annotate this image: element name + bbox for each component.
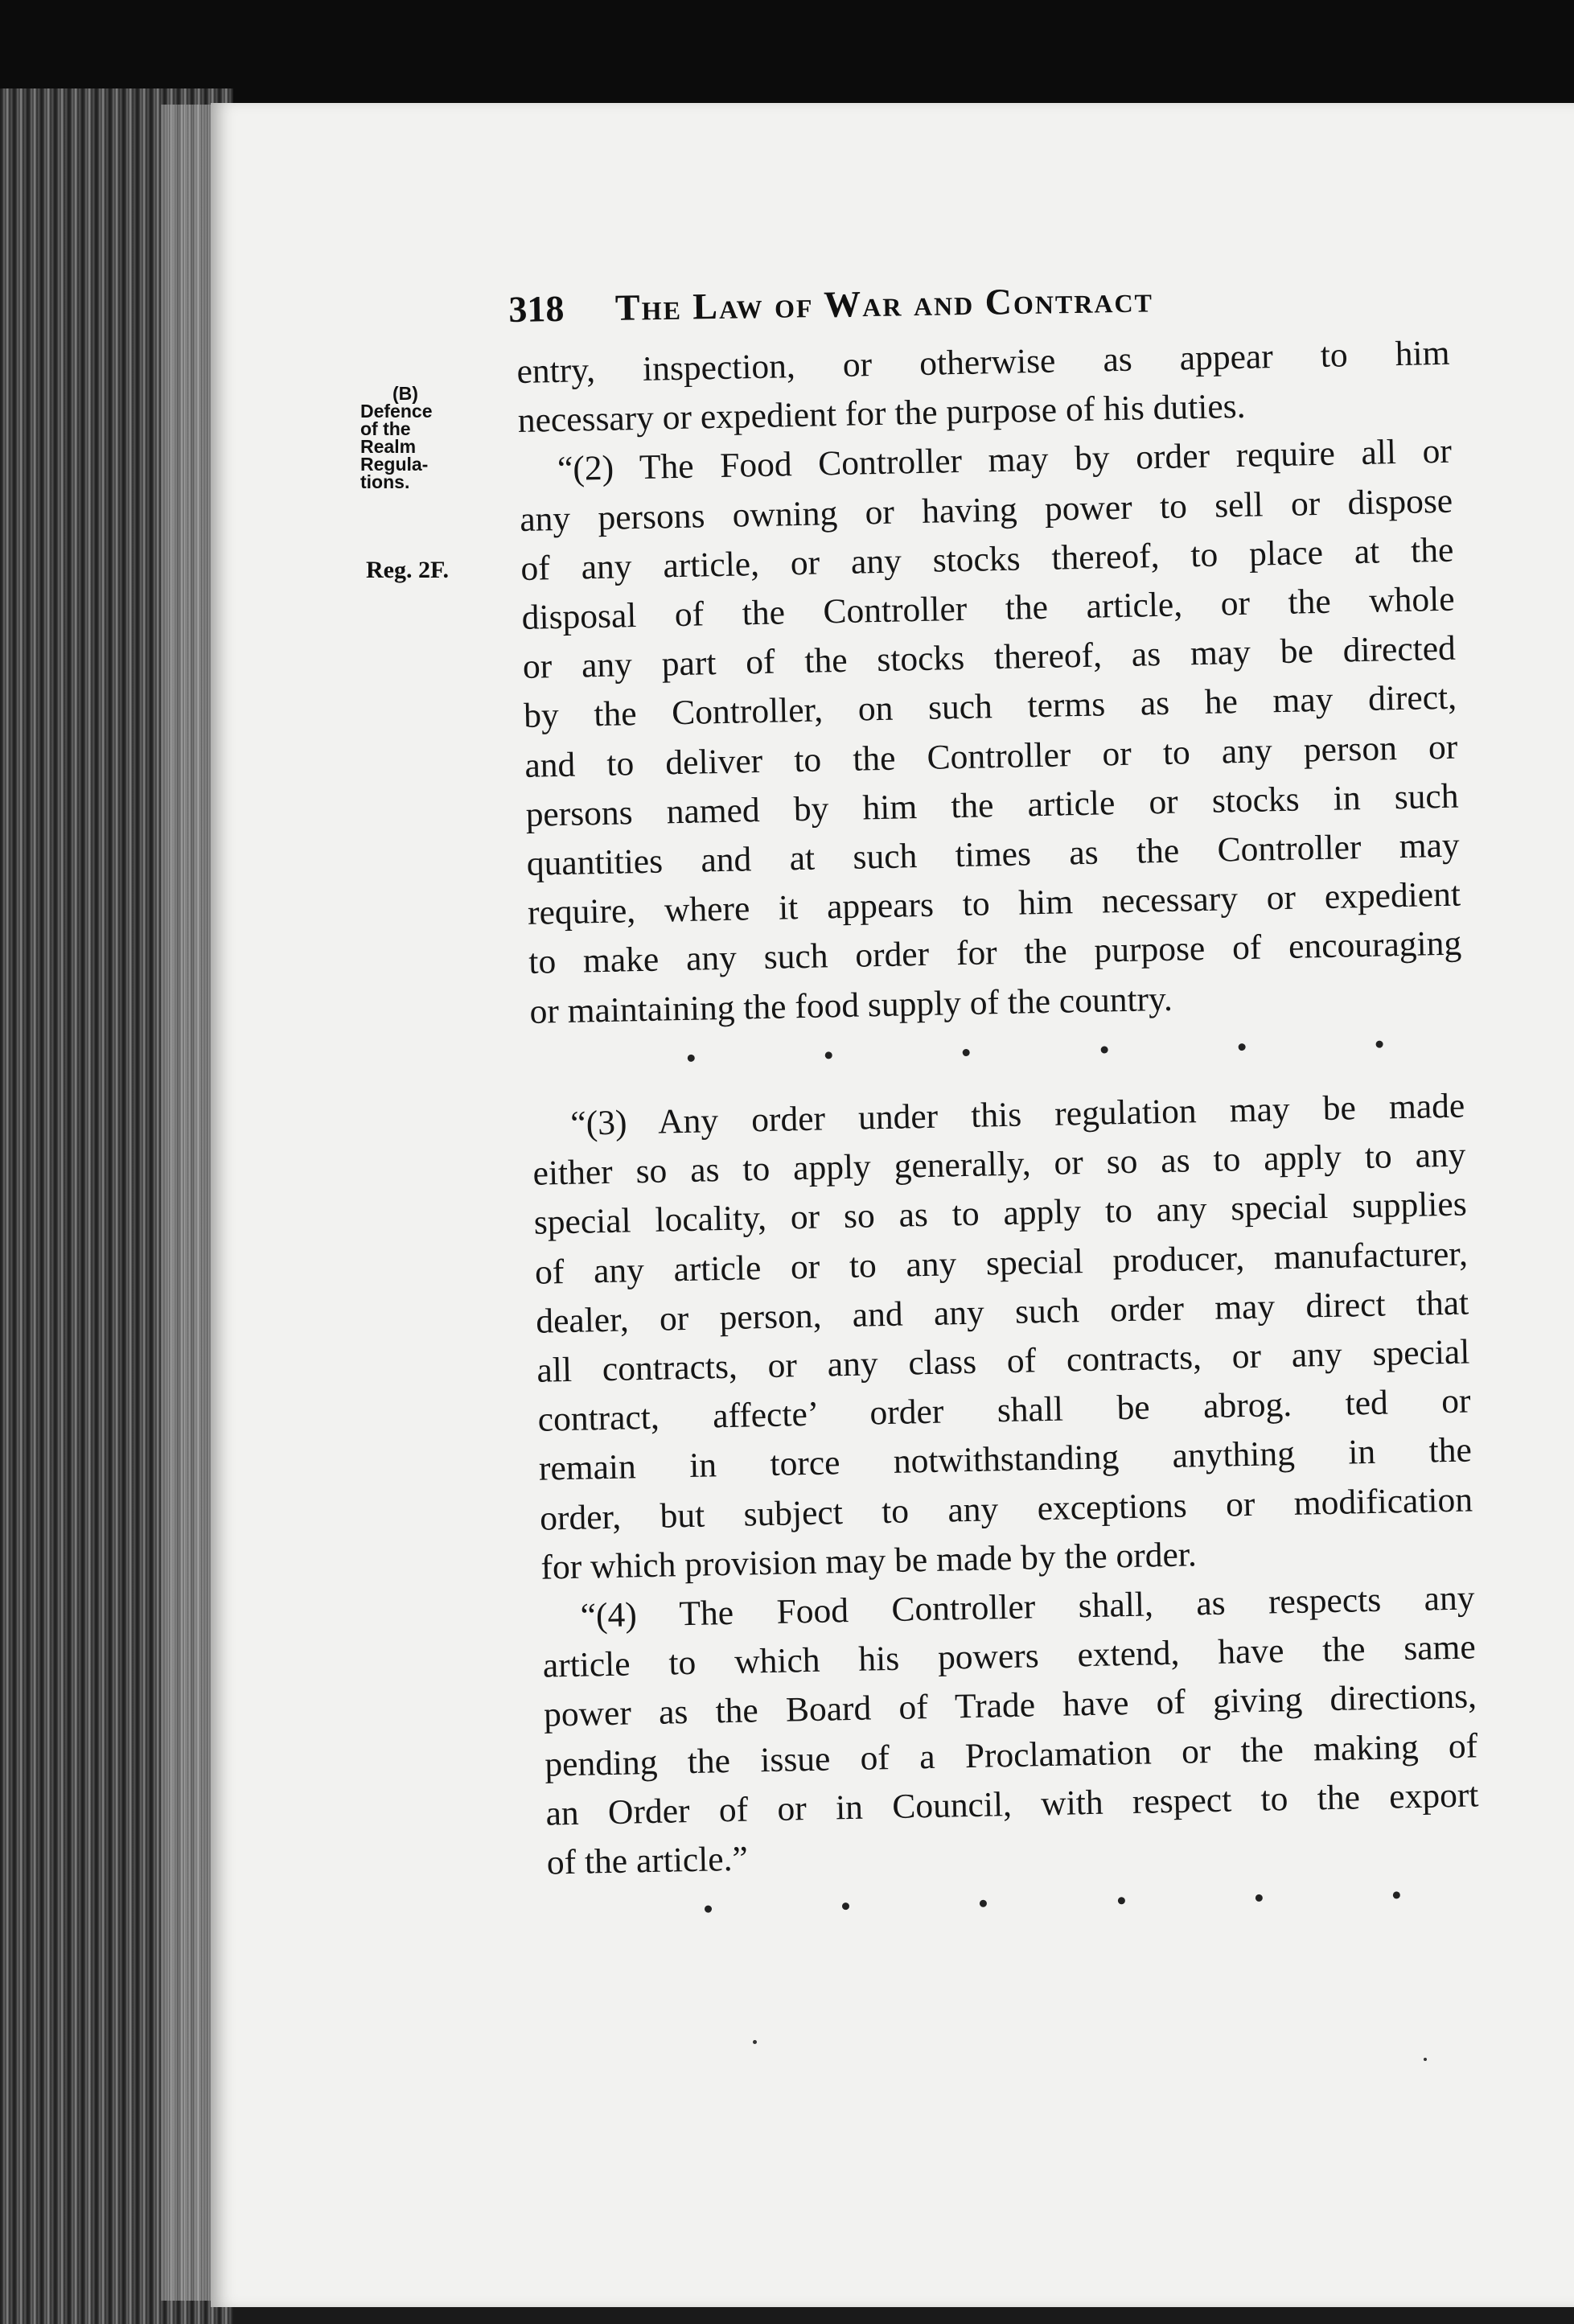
text-line: for which provision may be made by the order.: [540, 1535, 1198, 1587]
text-line: and to deliver to the Controller or to any person or: [524, 727, 1458, 785]
text-line: or any part of the stocks thereof, as may be directed: [522, 628, 1457, 687]
text-line: of the article.”: [546, 1839, 749, 1882]
text-line: article to which his powers extend, have the same: [542, 1627, 1477, 1685]
margin-regulation-ref: Reg. 2F.: [366, 557, 450, 583]
text-line: either so as to apply generally, or so as to apply to any: [532, 1135, 1466, 1194]
ellipsis-dot: [842, 1902, 849, 1910]
body-text: [516, 329, 1481, 1937]
ellipsis-dot: [1375, 1040, 1383, 1047]
ellipsis-dot: [1238, 1043, 1245, 1051]
text-line: pending the issue of a Proclamation or the making of: [544, 1726, 1478, 1784]
text-line: dealer, or person, and any such order may direct that: [535, 1283, 1469, 1341]
text-line: of any article or to any special producer, manufacturer,: [534, 1234, 1469, 1292]
text-line: an Order of or in Council, with respect to the export: [545, 1775, 1479, 1833]
text-line: by the Controller, on such terms as he may direct,: [523, 678, 1457, 736]
scan-speck: [753, 2040, 757, 2044]
text-line: to make any such order for the purpose of encouraging: [528, 924, 1462, 982]
text-line: require, where it appears to him necessary or expedient: [527, 874, 1461, 933]
running-head-title: The Law of War and Contract: [614, 278, 1154, 328]
text-line: remain in torce notwithstanding anything in the: [538, 1430, 1473, 1489]
margin-note: [360, 385, 489, 491]
margin-note-line: (B): [392, 383, 418, 404]
text-line: special locality, or so as to apply to any special supplies: [533, 1184, 1468, 1243]
margin-note-line: tions.: [360, 471, 410, 492]
ellipsis-dot: [963, 1049, 970, 1056]
text-line: any persons owning or having power to sell or dispose: [519, 481, 1453, 539]
ellipsis-dot: [705, 1906, 712, 1913]
margin-note-line: Realm: [360, 436, 417, 457]
text-line: all contracts, or any class of contracts, or any special: [536, 1332, 1470, 1390]
text-line: necessary or expedient for the purpose of his duties.: [517, 387, 1246, 441]
margin-note-line: of the: [360, 418, 411, 439]
page-number: 318: [508, 287, 565, 330]
text-line: order, but subject to any exceptions or modification: [539, 1480, 1473, 1538]
margin-note-line: Regula-: [360, 454, 429, 475]
text-line: quantities and at such times as the Controller may: [526, 825, 1461, 883]
ellipsis-dot: [1393, 1892, 1400, 1899]
text-line: contract, affecte’ order shall be abrog. ted or: [537, 1381, 1472, 1439]
text-line: disposal of the Controller the article, or the whole: [521, 579, 1455, 637]
text-line: power as the Board of Trade have of giving directions,: [543, 1676, 1477, 1735]
text-line: “(4) The Food Controller shall, as respects any: [580, 1578, 1475, 1635]
ellipsis-dot: [825, 1051, 832, 1059]
scan-speck: [1424, 2058, 1427, 2061]
ellipsis-dot: [688, 1055, 695, 1062]
text-line: or maintaining the food supply of the country.: [529, 979, 1173, 1031]
text-line: “(2) The Food Controller may by order require all or: [557, 432, 1453, 489]
ellipsis-dot: [980, 1900, 987, 1907]
scan-top-border: [0, 0, 1574, 105]
ellipsis-dot: [1117, 1898, 1124, 1905]
ellipsis-dot: [1256, 1894, 1263, 1902]
ellipsis-dot: [1100, 1046, 1108, 1053]
text-line: entry, inspection, or otherwise as appear to him: [516, 333, 1450, 391]
text-line: “(3) Any order under this regulation may be made: [569, 1086, 1465, 1143]
text-line: persons named by him the article or stocks in such: [525, 776, 1459, 834]
text-line: of any article, or any stocks thereof, to place at the: [520, 530, 1454, 588]
margin-note-line: Defence: [360, 401, 433, 422]
